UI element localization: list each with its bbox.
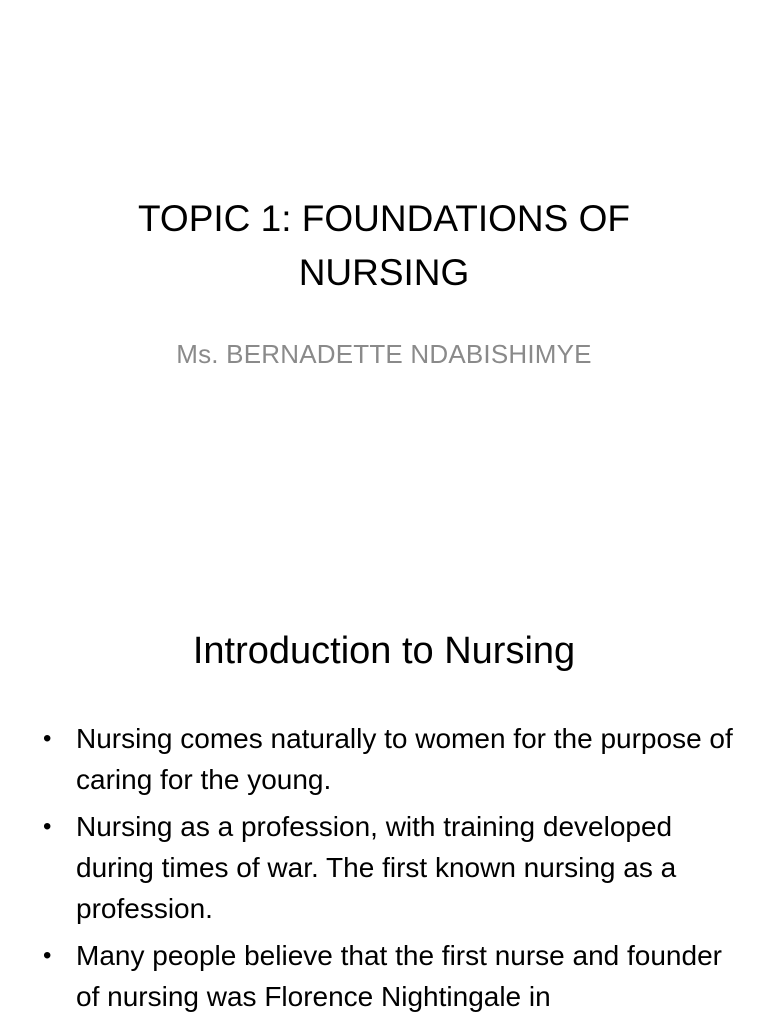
bullet-item [0,718,768,800]
bullet-item [0,935,768,1017]
bullet-text: Nursing comes naturally to women for the purpose of caring for the young. [76,723,733,795]
bullet-icon: • [43,725,52,752]
slide-1-title: TOPIC 1: FOUNDATIONS OF NURSING [137,198,630,293]
bullet-icon: • [43,942,52,969]
slide-2 [0,576,768,1024]
bullet-item [0,806,768,929]
bullet-icon: • [43,813,52,840]
bullet-text: Nursing as a profession, with training developed during times of war. The first known nursing as a profession. [76,811,677,924]
slide-2-title: Introduction to Nursing [192,630,576,672]
slide-2-bullet-list [0,718,768,1023]
bullet-text: Many people believe that the first nurse and founder of nursing was Florence Nightingale in [76,940,722,1012]
slide-1-subtitle: Ms. BERNADETTE NDABISHIMYE [176,339,592,369]
